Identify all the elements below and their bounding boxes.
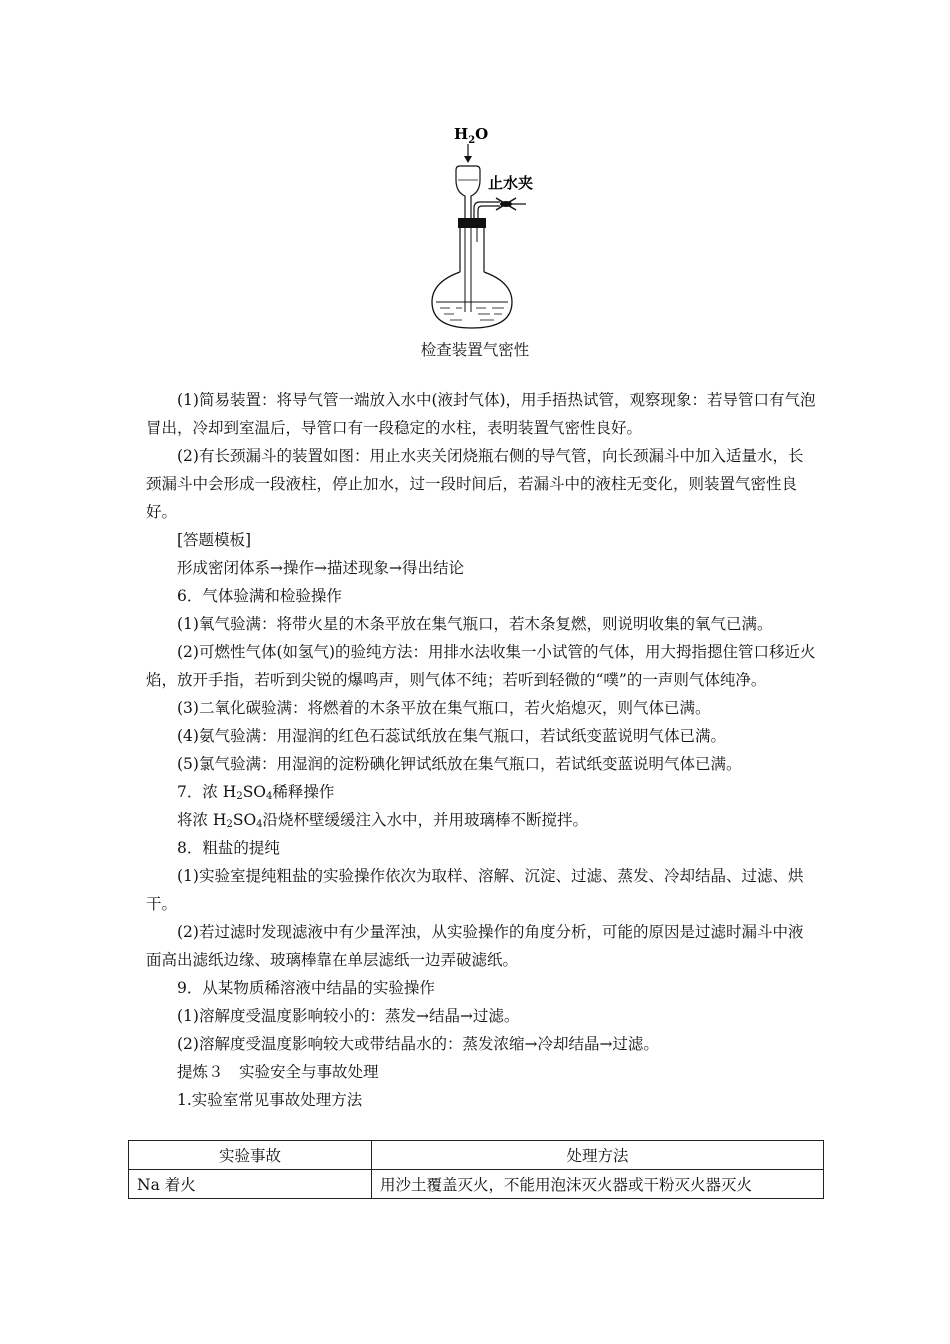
paragraph-p6: (1)氧气验满：将带火星的木条平放在集气瓶口，若木条复燃，则说明收集的氧气已满。 (177, 615, 773, 633)
flask-funnel-diagram (420, 122, 560, 337)
paragraph-p1: (1)简易装置：将导气管一端放入水中(液封气体)，用手捂热试管，观察现象：若导管口有气泡冒出，冷却到室温后，导管口有一段稳定的水柱，表明装置气密性良好。 (146, 391, 816, 437)
h2o-label (454, 125, 488, 146)
figure-caption: 检查装置气密性 (420, 341, 530, 359)
table-cell-method: 用沙土覆盖灭火，不能用泡沫灭火器或干粉灭火器灭火 (372, 1170, 824, 1199)
h2o-sub: 2 (468, 135, 476, 146)
paragraph-p10: (5)氯气验满：用湿润的淀粉碘化钾试纸放在集气瓶口，若试纸变蓝说明气体已满。 (177, 755, 742, 773)
paragraph-p2: (2)有长颈漏斗的装置如图：用止水夹关闭烧瓶右侧的导气管，向长颈漏斗中加入适量水，长颈漏斗中会形成一段液柱，停止加水，过一段时间后，若漏斗中的液柱无变化，则装置气密性良好。 (146, 447, 804, 521)
paragraph-p9: (4)氨气验满：用湿润的红色石蕊试纸放在集气瓶口，若试纸变蓝说明气体已满。 (177, 727, 726, 745)
flask-body (432, 272, 512, 328)
section-heading-8: 8．粗盐的提纯 (177, 839, 280, 857)
paragraph-p8: (3)二氧化碳验满：将燃着的木条平放在集气瓶口，若火焰熄灭，则气体已满。 (177, 699, 711, 717)
stopper (458, 218, 486, 228)
paragraph-p4: 形成密闭体系→操作→描述现象→得出结论 (177, 559, 464, 577)
section-heading-9: 9．从某物质稀溶液中结晶的实验操作 (177, 979, 435, 997)
section-heading-refine-3: 提炼３ 实验安全与事故处理 (177, 1063, 379, 1081)
section-heading-7: 7．浓 $H_2SO_4$稀释操作 (177, 783, 335, 802)
table-cell-accident: Na 着火 (129, 1170, 372, 1199)
water-arrowhead (464, 156, 472, 163)
clamp-label: 止水夹 (488, 174, 534, 192)
airtightness-apparatus-figure (420, 122, 560, 337)
table-row (129, 1170, 824, 1199)
table-title: 1.实验室常见事故处理方法 (177, 1091, 363, 1109)
table-header-row (129, 1141, 824, 1170)
paragraph-q6: (2)溶解度受温度影响较大或带结晶水的：蒸发浓缩→冷却结晶→过滤。 (177, 1035, 659, 1053)
paragraph-q3: (2)若过滤时发现滤液中有少量浑浊，从实验操作的角度分析，可能的原因是过滤时漏斗中液面高出滤纸边缘、玻璃棒靠在单层滤纸一边弄破滤纸。 (146, 923, 804, 969)
funnel-bulb (456, 166, 480, 222)
paragraph-p3: [答题模板] (177, 531, 252, 549)
paragraph-q2: (1)实验室提纯粗盐的实验操作依次为取样、溶解、沉淀、过滤、蒸发、冷却结晶、过滤、烘干。 (146, 867, 804, 913)
table-header-accident: 实验事故 (129, 1141, 372, 1170)
paragraph-q5: (1)溶解度受温度影响较小的：蒸发→结晶→过滤。 (177, 1007, 520, 1025)
h2o-prefix: H (454, 125, 469, 143)
liquid-hatch (440, 308, 504, 320)
h2o-suffix: O (475, 125, 489, 143)
section-heading-6: 6．气体验满和检验操作 (177, 587, 342, 605)
accident-handling-table (128, 1140, 824, 1199)
body-text (146, 386, 818, 1114)
dilution-paragraph: 将浓 $H_2SO_4$沿烧杯壁缓缓注入水中，并用玻璃棒不断搅拌。 (177, 811, 589, 830)
paragraph-p7: (2)可燃性气体(如氢气)的验纯方法：用排水法收集一小试管的气体，用大拇指摁住管口移近火焰，放开手指，若听到尖锐的爆鸣声，则气体不纯；若听到轻微的“噗”的一声则气体纯净。 (146, 643, 816, 689)
table-header-method: 处理方法 (372, 1141, 824, 1170)
